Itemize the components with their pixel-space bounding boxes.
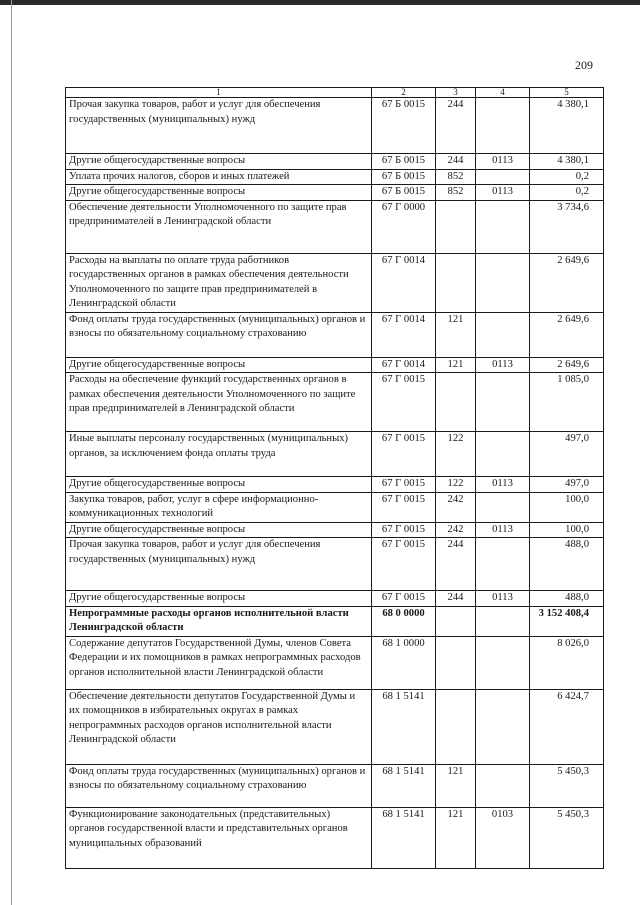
expense-type-cell [436, 689, 476, 764]
table-row [66, 591, 604, 607]
table-row [66, 764, 604, 807]
expense-name-cell: Обеспечение деятельности Уполномоченного по защите прав предпринимателей в Ленинградской области [66, 200, 372, 253]
table-row [66, 312, 604, 357]
expense-name-cell: Другие общегосударственные вопросы [66, 185, 372, 201]
expense-name-cell: Другие общегосударственные вопросы [66, 591, 372, 607]
amount-cell: 488,0 [530, 538, 604, 591]
section-code-cell [476, 764, 530, 807]
expense-type-cell: 852 [436, 169, 476, 185]
target-code-cell: 67 Г 0015 [372, 522, 436, 538]
section-code-cell: 0113 [476, 522, 530, 538]
page-number: 209 [575, 58, 593, 72]
section-code-cell: 0113 [476, 357, 530, 373]
expense-name-cell: Прочая закупка товаров, работ и услуг для обеспечения государственных (муниципальных) нужд [66, 98, 372, 154]
table-row [66, 253, 604, 312]
amount-cell: 2 649,6 [530, 357, 604, 373]
table-row [66, 636, 604, 689]
target-code-cell: 68 1 5141 [372, 807, 436, 868]
amount-cell: 0,2 [530, 185, 604, 201]
amount-cell: 3 152 408,4 [530, 606, 604, 636]
expense-type-cell: 121 [436, 764, 476, 807]
table-row [66, 492, 604, 522]
expense-name-cell: Уплата прочих налогов, сборов и иных платежей [66, 169, 372, 185]
target-code-cell: 67 Б 0015 [372, 154, 436, 170]
header-row [66, 88, 604, 98]
expense-name-cell: Функционирование законодательных (представительных) органов государственной власти и представительных органов муниципальных образований [66, 807, 372, 868]
amount-cell: 4 380,1 [530, 98, 604, 154]
amount-cell: 1 085,0 [530, 373, 604, 432]
section-code-cell: 0103 [476, 807, 530, 868]
section-code-cell [476, 689, 530, 764]
target-code-cell: 67 Г 0015 [372, 477, 436, 493]
section-code-cell [476, 432, 530, 477]
section-code-cell: 0113 [476, 477, 530, 493]
expense-type-cell: 242 [436, 522, 476, 538]
expense-name-cell: Другие общегосударственные вопросы [66, 477, 372, 493]
budget-table [65, 87, 604, 869]
header-col-2: 2 [372, 88, 436, 98]
table-row [66, 432, 604, 477]
section-code-cell [476, 373, 530, 432]
expense-type-cell: 121 [436, 357, 476, 373]
section-code-cell [476, 200, 530, 253]
target-code-cell: 68 1 5141 [372, 764, 436, 807]
table-row [66, 606, 604, 636]
budget-table-body [66, 88, 604, 869]
amount-cell: 8 026,0 [530, 636, 604, 689]
table-row [66, 169, 604, 185]
expense-type-cell: 121 [436, 807, 476, 868]
scan-left-edge [11, 0, 12, 905]
expense-name-cell: Расходы на обеспечение функций государственных органов в рамках обеспечения деятельности Уполномоченного по защите прав предпринимателей в Ленинградской области [66, 373, 372, 432]
target-code-cell: 67 Г 0015 [372, 538, 436, 591]
expense-type-cell [436, 253, 476, 312]
section-code-cell [476, 98, 530, 154]
section-code-cell: 0113 [476, 154, 530, 170]
target-code-cell: 68 0 0000 [372, 606, 436, 636]
amount-cell: 5 450,3 [530, 764, 604, 807]
amount-cell: 100,0 [530, 492, 604, 522]
expense-name-cell: Обеспечение деятельности депутатов Государственной Думы и их помощников в избирательных округах в рамках непрограммных расходов органов исполнительной власти Ленинградской области [66, 689, 372, 764]
amount-cell: 5 450,3 [530, 807, 604, 868]
expense-type-cell [436, 606, 476, 636]
expense-type-cell: 244 [436, 154, 476, 170]
target-code-cell: 67 Г 0015 [372, 591, 436, 607]
target-code-cell: 67 Г 0014 [372, 312, 436, 357]
amount-cell: 100,0 [530, 522, 604, 538]
target-code-cell: 67 Г 0015 [372, 492, 436, 522]
amount-cell: 6 424,7 [530, 689, 604, 764]
table-row [66, 185, 604, 201]
expense-type-cell: 244 [436, 98, 476, 154]
expense-name-cell: Фонд оплаты труда государственных (муниципальных) органов и взносы по обязательному социальному страхованию [66, 764, 372, 807]
expense-type-cell: 852 [436, 185, 476, 201]
section-code-cell [476, 606, 530, 636]
section-code-cell [476, 492, 530, 522]
expense-type-cell: 122 [436, 432, 476, 477]
amount-cell: 0,2 [530, 169, 604, 185]
section-code-cell [476, 312, 530, 357]
target-code-cell: 67 Г 0015 [372, 373, 436, 432]
section-code-cell [476, 538, 530, 591]
expense-type-cell [436, 200, 476, 253]
table-row [66, 477, 604, 493]
table-row [66, 200, 604, 253]
section-code-cell: 0113 [476, 591, 530, 607]
expense-name-cell: Другие общегосударственные вопросы [66, 522, 372, 538]
target-code-cell: 68 1 5141 [372, 689, 436, 764]
target-code-cell: 67 Б 0015 [372, 98, 436, 154]
scan-top-edge [0, 0, 640, 5]
target-code-cell: 67 Г 0000 [372, 200, 436, 253]
expense-name-cell: Другие общегосударственные вопросы [66, 154, 372, 170]
table-row [66, 373, 604, 432]
table-row [66, 357, 604, 373]
table-row [66, 807, 604, 868]
target-code-cell: 67 Г 0015 [372, 432, 436, 477]
amount-cell: 2 649,6 [530, 253, 604, 312]
target-code-cell: 68 1 0000 [372, 636, 436, 689]
target-code-cell: 67 Г 0014 [372, 253, 436, 312]
amount-cell: 3 734,6 [530, 200, 604, 253]
table-row [66, 538, 604, 591]
section-code-cell: 0113 [476, 185, 530, 201]
table-row [66, 98, 604, 154]
amount-cell: 497,0 [530, 477, 604, 493]
expense-type-cell: 121 [436, 312, 476, 357]
section-code-cell [476, 253, 530, 312]
header-col-3: 3 [436, 88, 476, 98]
expense-type-cell: 242 [436, 492, 476, 522]
amount-cell: 2 649,6 [530, 312, 604, 357]
expense-name-cell: Содержание депутатов Государственной Думы, членов Совета Федерации и их помощников в рамках непрограммных расходов органов исполнительной власти Ленинградской области [66, 636, 372, 689]
amount-cell: 497,0 [530, 432, 604, 477]
expense-type-cell: 244 [436, 538, 476, 591]
header-col-5: 5 [530, 88, 604, 98]
amount-cell: 488,0 [530, 591, 604, 607]
expense-name-cell: Другие общегосударственные вопросы [66, 357, 372, 373]
table-row [66, 154, 604, 170]
expense-type-cell: 122 [436, 477, 476, 493]
expense-name-cell: Фонд оплаты труда государственных (муниципальных) органов и взносы по обязательному социальному страхованию [66, 312, 372, 357]
header-col-1: 1 [66, 88, 372, 98]
expense-name-cell: Расходы на выплаты по оплате труда работников государственных органов в рамках обеспечения деятельности Уполномоченного по защите прав предпринимателей в Ленинградской области [66, 253, 372, 312]
section-code-cell [476, 169, 530, 185]
table-row [66, 522, 604, 538]
expense-name-cell: Закупка товаров, работ, услуг в сфере информационно-коммуникационных технологий [66, 492, 372, 522]
expense-type-cell: 244 [436, 591, 476, 607]
header-col-4: 4 [476, 88, 530, 98]
target-code-cell: 67 Б 0015 [372, 185, 436, 201]
expense-type-cell [436, 636, 476, 689]
expense-name-cell: Непрограммные расходы органов исполнительной власти Ленинградской области [66, 606, 372, 636]
target-code-cell: 67 Г 0014 [372, 357, 436, 373]
target-code-cell: 67 Б 0015 [372, 169, 436, 185]
table-row [66, 689, 604, 764]
amount-cell: 4 380,1 [530, 154, 604, 170]
expense-type-cell [436, 373, 476, 432]
expense-name-cell: Прочая закупка товаров, работ и услуг для обеспечения государственных (муниципальных) нужд [66, 538, 372, 591]
section-code-cell [476, 636, 530, 689]
expense-name-cell: Иные выплаты персоналу государственных (муниципальных) органов, за исключением фонда оплаты труда [66, 432, 372, 477]
